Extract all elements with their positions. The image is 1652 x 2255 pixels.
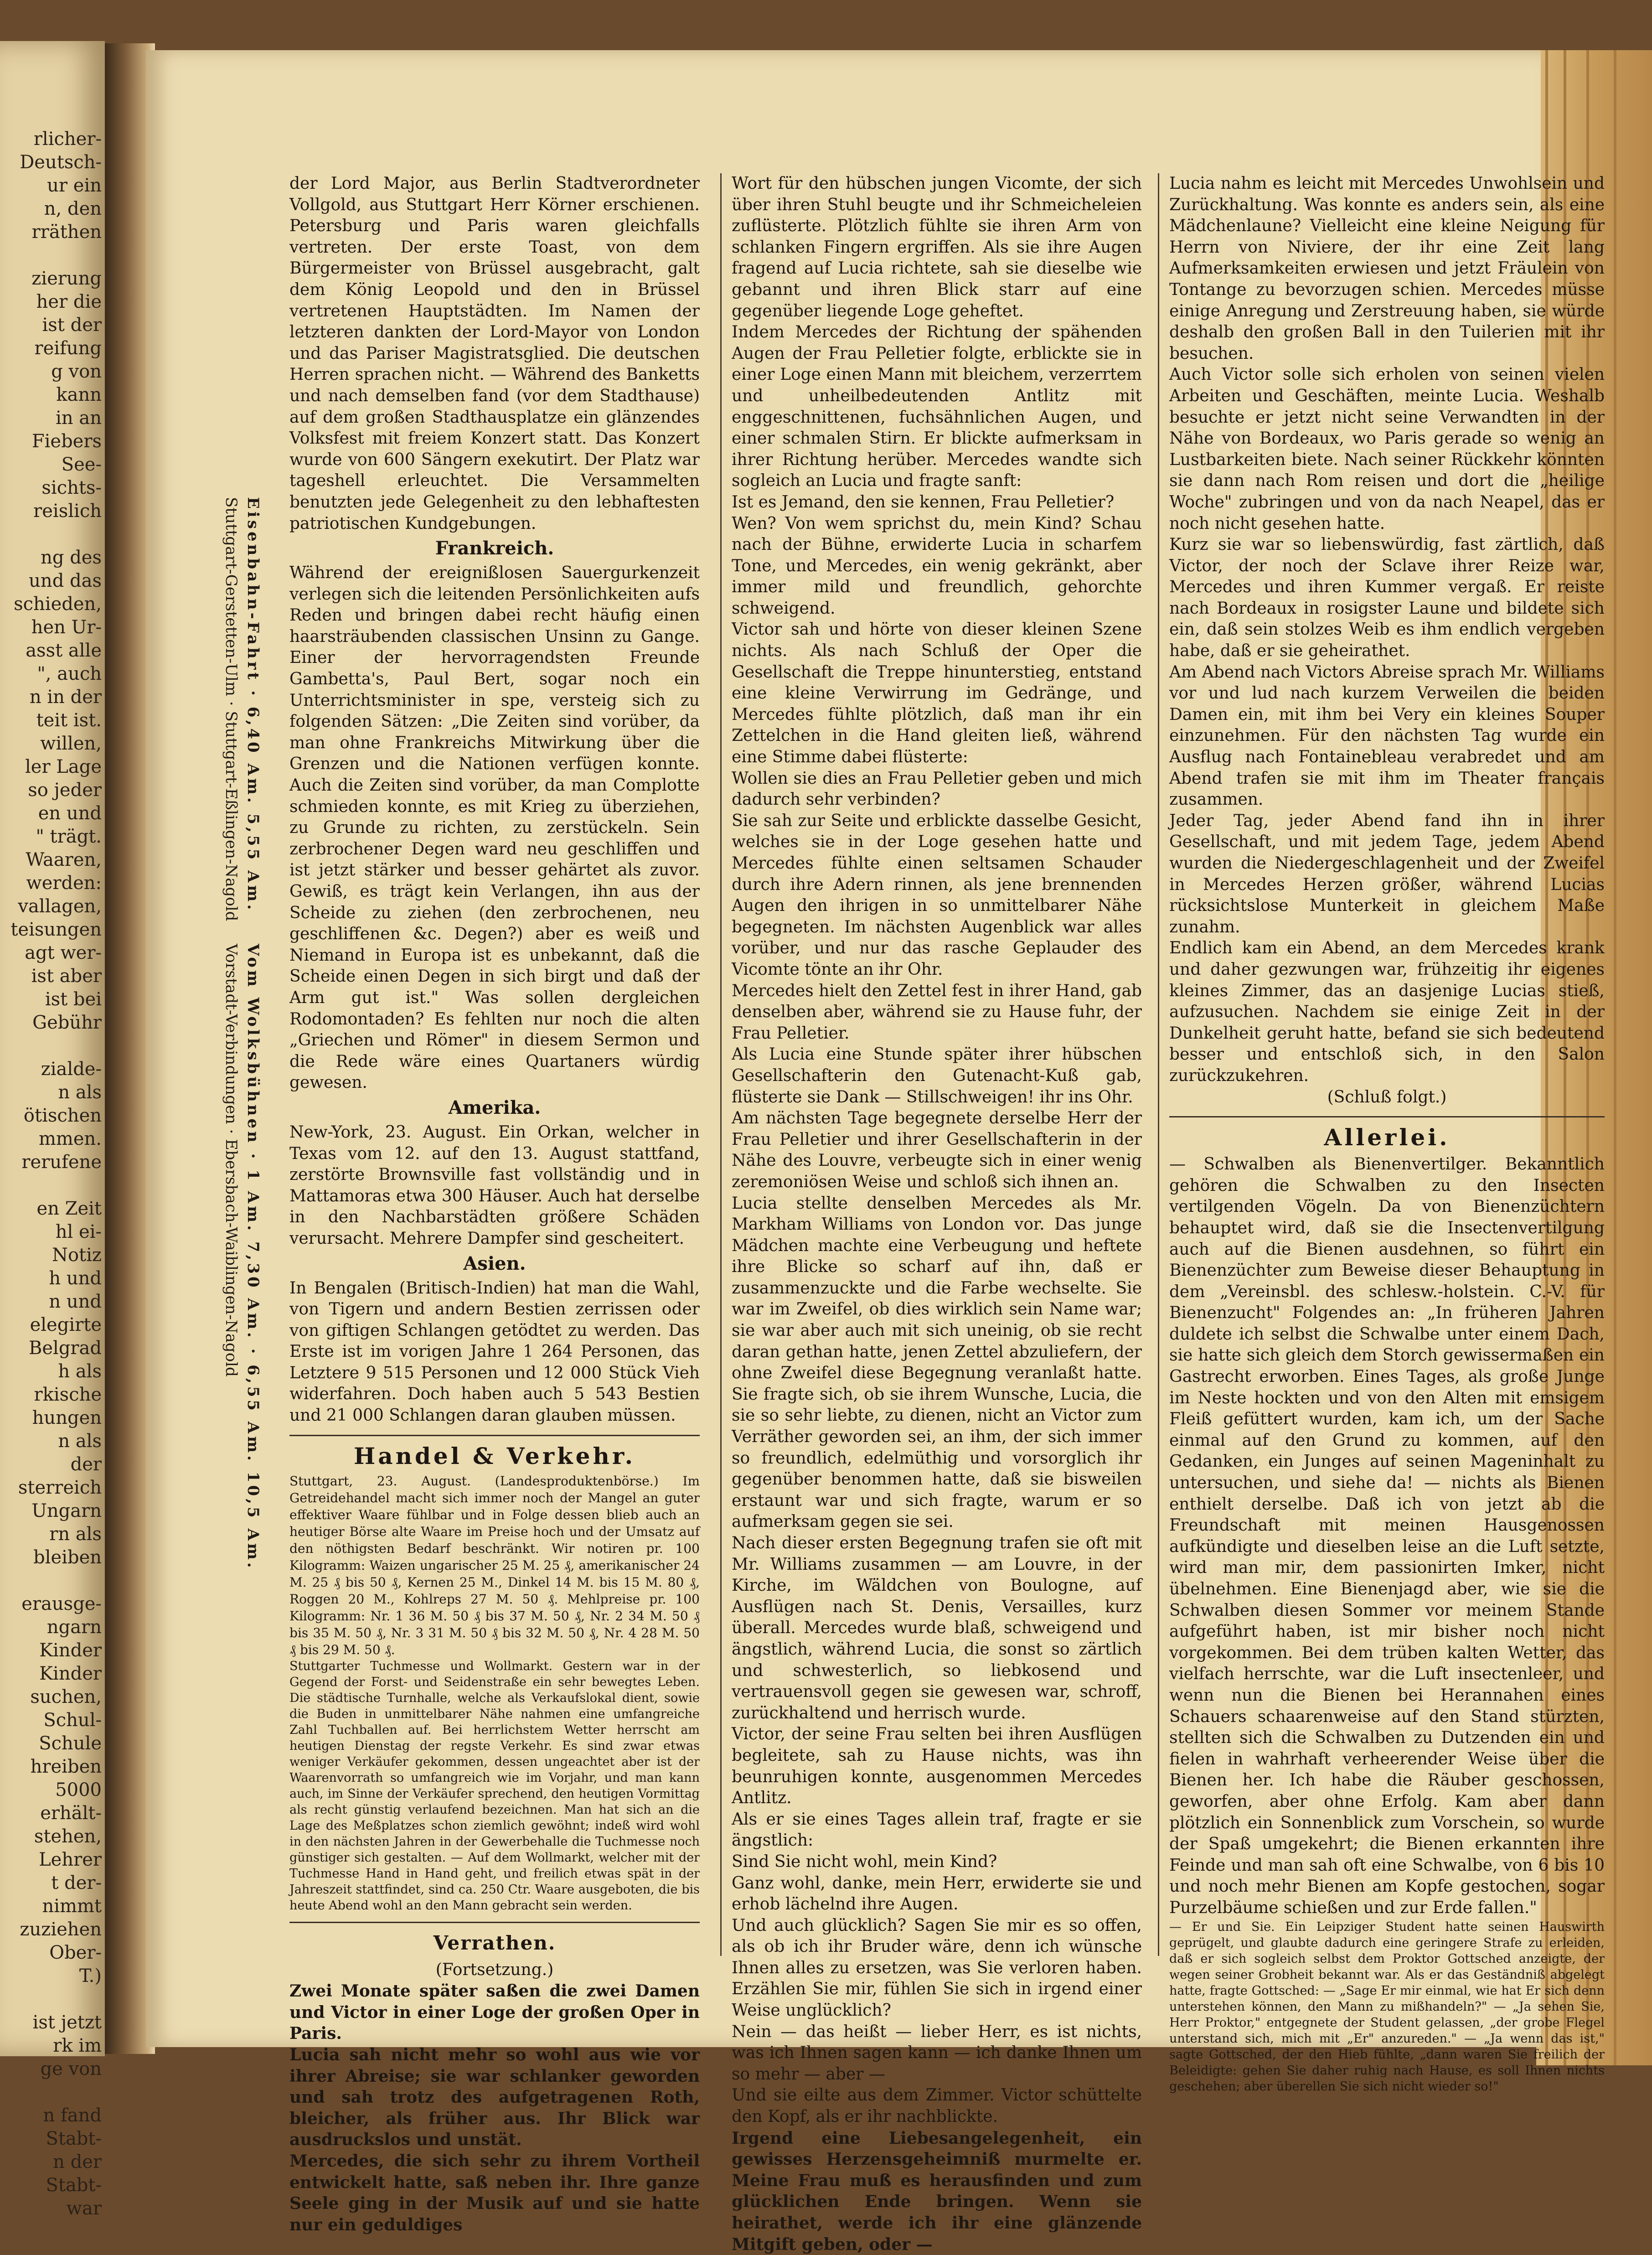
story-end-note: (Schluß folgt.) [1327,1087,1447,1107]
railway-timetable-strip [221,497,289,1571]
paragraph: Am nächsten Tage begegnete derselbe Herr der Frau Pelletier und ihrer Gesellschafterin in der Nähe des Louvre, verbeugte sich in einer wenig zeremoniösen Weise und schloß sich ihnen an. [732,1109,1142,1191]
paragraph: Und sie eilte aus dem Zimmer. Victor schüttelte den Kopf, als er ihr nachblickte. [732,2086,1142,2126]
page-layer [1614,50,1616,2065]
market-report: Stuttgarter Tuchmesse und Wollmarkt. Gestern war in der Gegend der Forst- und Seidenstraße ein sehr bewegtes Leben. Die städtische Turnhalle, welche als Verkaufslokal dient, sowie die Buden in unmittelbarer Nähe nahmen eine umfangreiche Zahl Tuchballen auf. Bei herrlichstem Wetter herrscht am heutigen Dienstag der regste Verkehr. Es sind zwar etwas weniger Verkäufer gekommen, dessen ungeachtet aber ist der Waarenvorrath so umfangreich wie im Vorjahr, und man kann auch, im Sinne der Verkäufer sprechend, den heutigen Vormittag als recht günstig verlaufend bezeichnen. Man hat sich an die Lage des Meßplatzes schon ziemlich gewöhnt; indeß wird wohl in den nächsten Jahren in der Gewerbehalle die Tuchmesse noch günstiger sich gestalten. — Auf dem Wollmarkt, welcher mit der Tuchmesse Hand in Hand geht, und freilich etwas spät in der Jahreszeit stattfindet, sind ca. 250 Ctr. Waare ausgeboten, die bis heute Abend wohl an den Mann gebracht sein werden. [289,1659,700,1913]
paragraph: Kurz sie war so liebenswürdig, fast zärtlich, daß Victor, der noch der Sclave ihrer Reize war, Mercedes und ihren Kummer vergaß. Er reiste nach Bordeaux in rosigster Laune und bildete sich ein, daß sein stolzes Weib es ihm endlich vergeben habe, daß er sie geheirathet. [1169,535,1605,661]
section-divider [289,1435,700,1436]
paragraph: Lucia sah nicht mehr so wohl aus wie vor ihrer Abreise; sie war schlanker geworden und sah trotz des aufgetragenen Roth, bleicher, als früher aus. Ihr Blick war ausdruckslos und unstät. [289,2045,700,2150]
paragraph: Victor, der seine Frau selten bei ihren Ausflügen begleitete, sah zu Hause nichts, was ihn beunruhigen konnte, ausgenommen Mercedes Antlitz. [732,1725,1142,1808]
paragraph: Auch Victor solle sich erholen von seinen vielen Arbeiten und Geschäften, meinte Lucia. Weshalb besuchte er jetzt nicht seine Verwandten in der Nähe von Bordeaux, wo Paris gerade so wenig an Lustbarkeiten biete. Nach seiner Rückkehr könnten sie dann nach Rom reisen und dort die „heilige Woche" zubringen und von da nach Neapel, das er noch nicht gesehen hatte. [1169,365,1605,533]
story-continuation-note: (Fortsetzung.) [435,1960,554,1979]
paragraph: Sie sah zur Seite und erblickte dasselbe Gesicht, welches sie in der Loge gesehen hatte und Mercedes fühlte einen seltsamen Schauder durch ihre Adern rinnen, als jene brennenden Augen den ihrigen in so unmittelbarer Nähe begegneten. Im nächsten Augenblick war alles vorüber, und nur das rasche Geplauder des Vicomte tönte an ihr Ohr. [732,811,1142,979]
paragraph: Nach dieser ersten Begegnung trafen sie oft mit Mr. Williams zusammen — am Louvre, in der Kirche, im Wäldchen von Boulogne, auf Ausflügen nach St. Denis, Versailles, kurz überall. Mercedes wurde blaß, schweigend und ängstlich, während Lucia, die sonst so zärtlich und schwesterlich, so liebkosend und vertrauensvoll gegen sie gewesen war, schroff, zurückhaltend und herrisch wurde. [732,1534,1142,1722]
paragraph: Nein — das heißt — lieber Herr, es ist nichts, was ich Ihnen sagen kann — ich danke Ihnen um so mehr — aber — [732,2022,1142,2084]
paragraph: Und auch glücklich? Sagen Sie mir es so offen, als ob ich ihr Bruder wäre, denn ich wünsche Ihnen alles zu ersetzen, was Sie verloren haben. Erzählen Sie mir, fühlen Sie sich in irgend einer Weise unglücklich? [732,1916,1142,2020]
paragraph: Als Lucia eine Stunde später ihrer hübschen Gesellschafterin den Gutenacht-Kuß gab, flüsterte sie Dank — Stillschweigen! ihr ins Ohr. [732,1045,1142,1107]
section-divider [1169,1116,1605,1117]
paragraph: — Schwalben als Bienenvertilger. Bekanntlich gehören die Schwalben zu den Insecten vertilgenden Vögeln. Da von Bienenzüchtern behauptet wird, daß sie die Insectenvertilgung auch auf die Bienen ausdehnen, so führt ein Bienenzüchter zum Beweise dieser Behauptung in dem „Vereinsbl. des schlesw.-holstein. C.-V. für Bienenzucht" Folgendes an: „In früheren Jahren duldete ich selbst die Schwalbe unter einem Dach, sie hatte sich gleich dem Storch gewissermaßen ein Gastrecht erworben. Eines Tages, als große Junge im Neste hockten und von den Alten mit emsigem Fleiß gefüttert wurden, kam ich, um der Sache einmal auf den Grund zu kommen, auf den Gedanken, ein Junges auf seinen Mageninhalt zu untersuchen, und siehe da! — nichts als Bienen enthielt derselbe. Daß ich von jetzt ab die Freundschaft mit meinen Hausgenossen aufkündigte und dieselben leise an die Luft setzte, wird man mir, dem passionirten Imker, nicht übelnehmen. Eine Bienenjagd aber, wie sie die Schwalben diesen Sommer vor meinem Stande aufgeführt haben, ist mir bisher noch nicht vorgekommen. Bei dem trüben kalten Wetter, das vielfach herrschte, war die Luft insectenleer, und wenn nun die Bienen bei Herannahen eines Schauers schaarenweise auf den Stand stürzten, stellten sich die Schwalben zu Dutzenden ein und fielen in wahrhaft verheerender Weise über die Bienen her. Ich habe die Räuber geschossen, geworfen, aber ohne Erfolg. Kam aber dann plötzlich ein Sonnenblick zum Vorschein, so wurde der Spaß umgekehrt; die Bienen erkannten ihre Feinde und man sah oft eine Schwalbe, von 6 bis 10 und noch mehr Bienen am Kopfe gestochen, sogar Purzelbäume schießen und zur Erde fallen." [1169,1155,1605,1917]
timetable-column: Vorstadt-Verbindungen · Ebersbach-Waiblingen-Nagold [222,944,240,1377]
paragraph: Endlich kam ein Abend, an dem Mercedes krank und daher gezwungen war, frühzeitig ihr eigenes kleines Zimmer, das an dasjenige Lucias stieß, aufzusuchen. Nachdem sie einige Zeit in der Dunkelheit geruht hatte, befand sie sich bedeutend besser und entschloß sich, in den Salon zurückzukehren. [1169,939,1605,1085]
paragraph: Mercedes, die sich sehr zu ihrem Vortheil entwickelt hatte, saß neben ihr. Ihre ganze Seele ging in der Musik auf und sie hatte nur ein geduldiges [289,2152,700,2234]
paragraph: Irgend eine Liebesangelegenheit, ein gewisses Herzensgeheimniß murmelte er. Meine Frau muß es herausfinden und zum glücklichen Ende bringen. Wenn sie heirathet, werde ich ihr eine glänzende Mitgift geben, oder — [732,2128,1142,2254]
previous-page-edge [0,41,105,2219]
newspaper-page [146,50,1605,2254]
column-rule [1158,173,1159,1956]
paragraph: Jeder Tag, jeder Abend fand ihn in ihrer Gesellschaft, und mit jedem Tage, jedem Abend wurden die Niedergeschlagenheit und der Zweifel in Mercedes Herzen größer, während Lucias rücksichtslose Munterkeit in gleichem Maße zunahm. [1169,811,1605,936]
paragraph: Lucia stellte denselben Mercedes als Mr. Markham Williams von London vor. Das junge Mädchen machte eine Verbeugung und heftete ihre Blicke so scharf auf ihn, daß er zusammenzuckte und die Farbe wechselte. Sie war im Zweifel, ob dies wirklich sein Name war; sie war aber auch mit sich uneinig, ob sie recht daran gethan hatte, jenen Zettel abzuliefern, der ohne Zweifel diese Begegnung veranlaßt hatte. Sie fragte sich, ob sie ihrem Wunsche, Lucia, die sie so sehr liebte, zu dienen, nicht an Victor zum Verräther geworden sei, an ihm, der sich immer so freundlich, edelmüthig und vorsorglich ihr gegenüber benommen hatte, daß sie bisweilen erstaunt war und sich fragte, warum er so aufmerksam gegen sie sei. [732,1194,1142,1531]
paragraph: Ist es Jemand, den sie kennen, Frau Pelletier? [732,492,1115,512]
paragraph: Wen? Von wem sprichst du, mein Kind? Schau nach der Bühne, erwiderte Lucia in scharfem Tone, und Mercedes, ein wenig gekränkt, aber immer mild und freundlich, gehorchte schweigend. [732,514,1142,618]
timetable-column: Stuttgart-Gerstetten-Ulm · Stuttgart-Eßlingen-Nagold [222,497,240,921]
paragraph: Victor sah und hörte von dieser kleinen Szene nichts. Als nach Schluß der Oper die Gesellschaft die Treppe hinunterstieg, entstand eine kleine Verwirrung im Gedränge, und Mercedes fühlte plötzlich, daß man ihr ein Zettelchen in die Hand gleiten ließ, während eine Stimme dabei flüsterte: [732,620,1142,767]
column-2 [732,173,1142,2255]
paragraph: Sind Sie nicht wohl, mein Kind? [732,1852,997,1871]
paragraph: Als er sie eines Tages allein traf, fragte er sie ängstlich: [732,1810,1142,1850]
section-heading-amerika: Amerika. [448,1096,541,1118]
paragraph: Lucia nahm es leicht mit Mercedes Unwohlsein und Zurückhaltung. Was konnte es anders sein, als eine Mädchenlaune? Vielleicht eine kleine Neigung für Herrn von Niviere, der ihr eine Zeit lang Aufmerksamkeiten erwiesen und jetzt Fräulein von Tontange zu bevorzugen schien. Mercedes müsse einige Anregung und Zerstreuung haben, sie würde deshalb den großen Ball in den Tuilerien mit ihr besuchen. [1169,174,1605,363]
section-heading-handel: Handel & Verkehr. [353,1442,636,1469]
paragraph: In Bengalen (Britisch-Indien) hat man die Wahl, von Tigern und andern Bestien zerrissen oder von giftigen Schlangen getödtet zu werden. Das Erste ist im vorigen Jahre 1 264 Personen, das Letztere 9 515 Personen und 12 000 Stück Vieh widerfahren. Doch haben auch 5 543 Bestien und 21 000 Schlangen daran glauben müssen. [289,1278,700,1425]
paragraph: Wollen sie dies an Frau Pelletier geben und mich dadurch sehr verbinden? [732,769,1142,809]
paragraph: New-York, 23. August. Ein Orkan, welcher in Texas vom 12. auf den 13. August stattfand, zerstörte Brownsville fast vollständig und in Mattamoras etwa 300 Häuser. Auch hat derselbe in den Nachbarstädten größere Schäden verursacht. Mehrere Dampfer sind gescheitert. [289,1122,700,1248]
paragraph: Wort für den hübschen jungen Vicomte, der sich über ihren Stuhl beugte und ihr Schmeicheleien zuflüsterte. Plötzlich fühlte sie ihren Arm von schlanken Fingern ergriffen. Als sie ihre Augen fragend auf Lucia richtete, sah sie dieselbe wie gebannt und ihren Blick starr auf eine gegenüber liegende Loge geheftet. [732,174,1142,321]
paragraph: Ganz wohl, danke, mein Herr, erwiderte sie und erhob lächelnd ihre Augen. [732,1873,1142,1914]
timetable-column: Vom Wolksbühnen · 1 Am. 7,30 Am. · 6,55 Am. 10,5 Am. [244,944,262,1571]
paragraph: Zwei Monate später saßen die zwei Damen und Victor in einer Loge der großen Oper in Paris. [289,1981,700,2043]
paragraph: Indem Mercedes der Richtung der spähenden Augen der Frau Pelletier folgte, erblickte sie in einer Loge einen Mann mit bleichem, verzerrtem und unheilbedeutenden Antlitz mit enggeschnittenen, fuchsähnlichen Augen, und einer schmalen Stirn. Er blickte aufmerksam in ihrer Richtung herüber. Mercedes wandte sich sogleich an Lucia und fragte sanft: [732,323,1142,491]
paragraph: Während der ereignißlosen Sauergurkenzeit verlegen sich die leitenden Persönlichkeiten aufs Reden und bringen dabei recht häufig einen haarsträubenden classischen Unsinn zu Gange. Einer der hervorragendsten Freunde Gambetta's, Paul Bert, sogar noch ein Unterrichtsminister in spe, versteig sich zu folgenden Sätzen: „Die Zeiten sind vorüber, da man ohne Frankreichs Mitwirkung über die Grenzen und die Nationen verfügen konnte. Auch die Zeiten sind vorüber, da man Complotte schmieden konnte, es mit Krieg zu überziehen, zu Grunde zu richten, zu zerstückeln. Sein zerbrochener Degen ward neu geschliffen und ist jetzt stärker und besser gehärtet als zuvor. Gewiß, es trägt kein Verlangen, ihn aus der Scheide zu ziehen (den zerbrochenen, neu geschliffenen &c. Degen?) aber es weiß und Niemand in Europa ist es unbekannt, daß die Scheide einen Degen in sich birgt und daß der Arm gut ist." Was sollen dergleichen Rodomontaden? Es fehlten nur noch die alten „Griechen und Römer" in diesem Sermon und die Rede wäre eines Quartaners würdig gewesen. [289,564,700,1092]
timetable-column: Eisenbahn-Fahrt · 6,40 Am. 5,55 Am. [244,497,262,913]
column-1 [289,173,700,2235]
section-heading-asien: Asien. [463,1252,526,1274]
section-divider [289,1922,700,1923]
market-report: Stuttgart, 23. August. (Landesproduktenbörse.) Im Getreidehandel macht sich immer noch der Mangel an guter effektiver Waare fühlbar und in Folge dessen blieb auch an heutiger Börse alte Waare im Preise hoch und der Umsatz auf den nöthigsten Bedarf beschränkt. Wir notiren pr. 100 Kilogramm: Waizen ungarischer 25 M. 25 ₰, amerikanischer 24 M. 25 ₰ bis 50 ₰, Kernen 25 M., Dinkel 14 M. bis 15 M. 80 ₰, Roggen 20 M., Kohlreps 27 M. 50 ₰. Mehlpreise pr. 100 Kilogramm: Nr. 1 36 M. 50 ₰ bis 37 M. 50 ₰, Nr. 2 34 M. 50 ₰ bis 35 M. 50 ₰, Nr. 3 31 M. 50 ₰ bis 32 M. 50 ₰, Nr. 4 28 M. 50 ₰ bis 29 M. 50 ₰. [289,1473,700,1657]
paragraph: Am Abend nach Victors Abreise sprach Mr. Williams vor und lud nach kurzem Verweilen die beiden Damen ein, mit ihm bei Very ein kleines Souper einzunehmen. Für den nächsten Tag wurde ein Ausflug nach Fontainebleau verabredet und am Abend trafen sie mit ihm im Theater français zusammen. [1169,662,1605,809]
column-rule [720,173,722,1956]
paragraph: der Lord Major, aus Berlin Stadtverordneter Vollgold, aus Stuttgart Herr Körner erschienen. Petersburg und Paris waren gleichfalls vertreten. Der erste Toast, von dem Bürgermeister von Brüssel ausgebracht, galt dem König Leopold und den in Brüssel vertretenen Hauptstädten. Im Namen der letzteren dankten der Lord-Mayor von London und das Pariser Magistratsglied. Die deutschen Herren sprachen nicht. — Während des Banketts und nach demselben fand (vor dem Stadthause) auf dem großen Stadthausplatze ein glänzendes Volksfest mit freiem Konzert statt. Das Konzert wurde von 600 Sängern exekutirt. Der Platz war tageshell erleuchtet. Die Versammelten benutzten jede Gelegenheit zu den lebhaftesten patriotischen Kundgebungen. [289,174,700,533]
paragraph: Mercedes hielt den Zettel fest in ihrer Hand, gab denselben aber, während sie zu Hause fuhr, der Frau Pelletier. [732,981,1142,1043]
previous-page-text-fragment: rlicher- Deutsch- ur ein n, den rräthen zierung her die ist der reifung g von kann in an Fiebers See- sichts- reislich ng des und das schieden, hen Ur- asst alle ", auch n in der teit ist. willen, ler Lage so jeder en und " trägt. Waaren, werden: vallagen, teisungen agt wer- ist aber ist bei Gebühr zialde- n als ötischen mmen. rerufene en Zeit hl ei- Notiz h und n und elegirte Belgrad h als rkische hungen n als der sterreich Ungarn rn als bleiben erausge- ngarn Kinder Kinder suchen, Schul- Schule hreiben 5000 erhält- stehen, Lehrer t der- nimmt zuziehen Ober- T.) ist jetzt rk im ge von n fand Stabt- n der Stabt- war [10,129,102,2219]
section-heading-allerlei: Allerlei. [1324,1124,1450,1151]
column-3 [1169,173,1605,2095]
section-heading-frankreich: Frankreich. [435,538,554,559]
story-title: Verrathen. [433,1931,556,1954]
paragraph: — Er und Sie. Ein Leipziger Student hatte seinen Hauswirth geprügelt, und glaubte dadurch eine geringere Strafe zu erleiden, daß er sich sogleich selbst dem Proktor Gottsched anzeigte, der wegen seiner Grobheit bekannt war. Als er das Geständniß abgelegt hatte, fragte Gottsched: — „Sage Er mir einmal, wie hat Er sich denn unterstehen können, den Mann zu mißhandeln?" — „Ja sehen Sie, Herr Proktor," entgegnete der Student gelassen, „der grobe Flegel unterstand sich, mich mit „Er" anzureden." — „Ja wenn das ist," sagte Gottsched, der den Hieb fühlte, „dann waren Sie freilich der Beleidigte: gehen Sie daher ruhig nach Hause, es soll Ihnen nichts geschehen; aber überellen Sie sich nicht wieder so!" [1169,1919,1605,2094]
